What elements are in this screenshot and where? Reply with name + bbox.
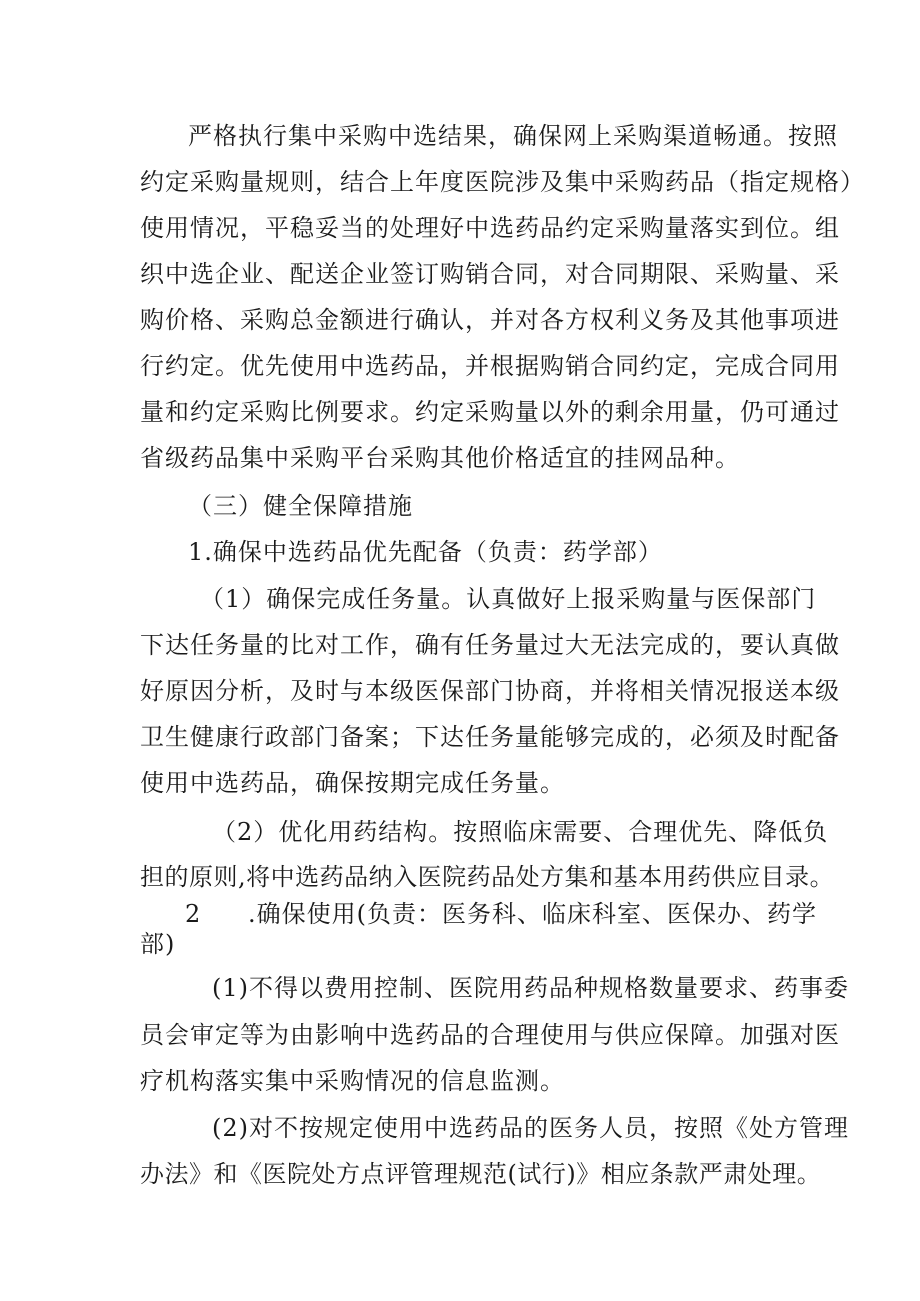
paragraph-line: 使用中选药品，确保按期完成任务量。 bbox=[140, 769, 565, 797]
paragraph-line: (1)不得以费用控制、医院用药品种规格数量要求、药事委 bbox=[212, 974, 849, 1002]
paragraph-line: 量和约定采购比例要求。约定采购量以外的剩余用量，仍可通过 bbox=[140, 398, 840, 426]
paragraph-line: 购价格、采购总金额进行确认，并对各方权利义务及其他事项进 bbox=[140, 306, 840, 334]
paragraph-line: 担的原则,将中选药品纳入医院药品处方集和基本用药供应目录。 bbox=[140, 863, 835, 891]
paragraph-line: 织中选企业、配送企业签订购销合同，对合同期限、采购量、采 bbox=[140, 260, 840, 288]
section-heading: （三）健全保障措施 bbox=[188, 492, 413, 520]
paragraph-line: 使用情况，平稳妥当的处理好中选药品约定采购量落实到位。组 bbox=[140, 214, 840, 242]
item-title: 部) bbox=[140, 930, 176, 958]
paragraph-line: (2)对不按规定使用中选药品的医务人员，按照《处方管理 bbox=[212, 1114, 849, 1142]
paragraph-line: 员会审定等为由影响中选药品的合理使用与供应保障。加强对医 bbox=[140, 1021, 840, 1049]
item-number: 2 bbox=[185, 900, 201, 928]
paragraph-line: 疗机构落实集中采购情况的信息监测。 bbox=[140, 1067, 565, 1095]
paragraph-line: 省级药品集中采购平台采购其他价格适宜的挂网品种。 bbox=[140, 444, 740, 472]
paragraph-line: 行约定。优先使用中选药品，并根据购销合同约定，完成合同用 bbox=[140, 352, 840, 380]
paragraph-line: 卫生健康行政部门备案；下达任务量能够完成的，必须及时配备 bbox=[140, 723, 840, 751]
item-title: .确保使用(负责：医务科、临床科室、医保办、药学 bbox=[248, 900, 817, 928]
paragraph-line: 严格执行集中采购中选结果，确保网上采购渠道畅通。按照 bbox=[188, 122, 838, 150]
paragraph-line: （2）优化用药结构。按照临床需要、合理优先、降低负 bbox=[212, 818, 829, 846]
paragraph-line: 好原因分析，及时与本级医保部门协商，并将相关情况报送本级 bbox=[140, 677, 840, 705]
paragraph-line: 约定采购量规则，结合上年度医院涉及集中采购药品（指定规格） bbox=[140, 168, 865, 196]
paragraph-line: （1）确保完成任务量。认真做好上报采购量与医保部门 bbox=[200, 585, 817, 613]
item-title: 1.确保中选药品优先配备（负责：药学部） bbox=[188, 538, 663, 566]
paragraph-line: 下达任务量的比对工作，确有任务量过大无法完成的，要认真做 bbox=[140, 631, 840, 659]
paragraph-line: 办法》和《医院处方点评管理规范(试行)》相应条款严肃处理。 bbox=[140, 1160, 822, 1188]
